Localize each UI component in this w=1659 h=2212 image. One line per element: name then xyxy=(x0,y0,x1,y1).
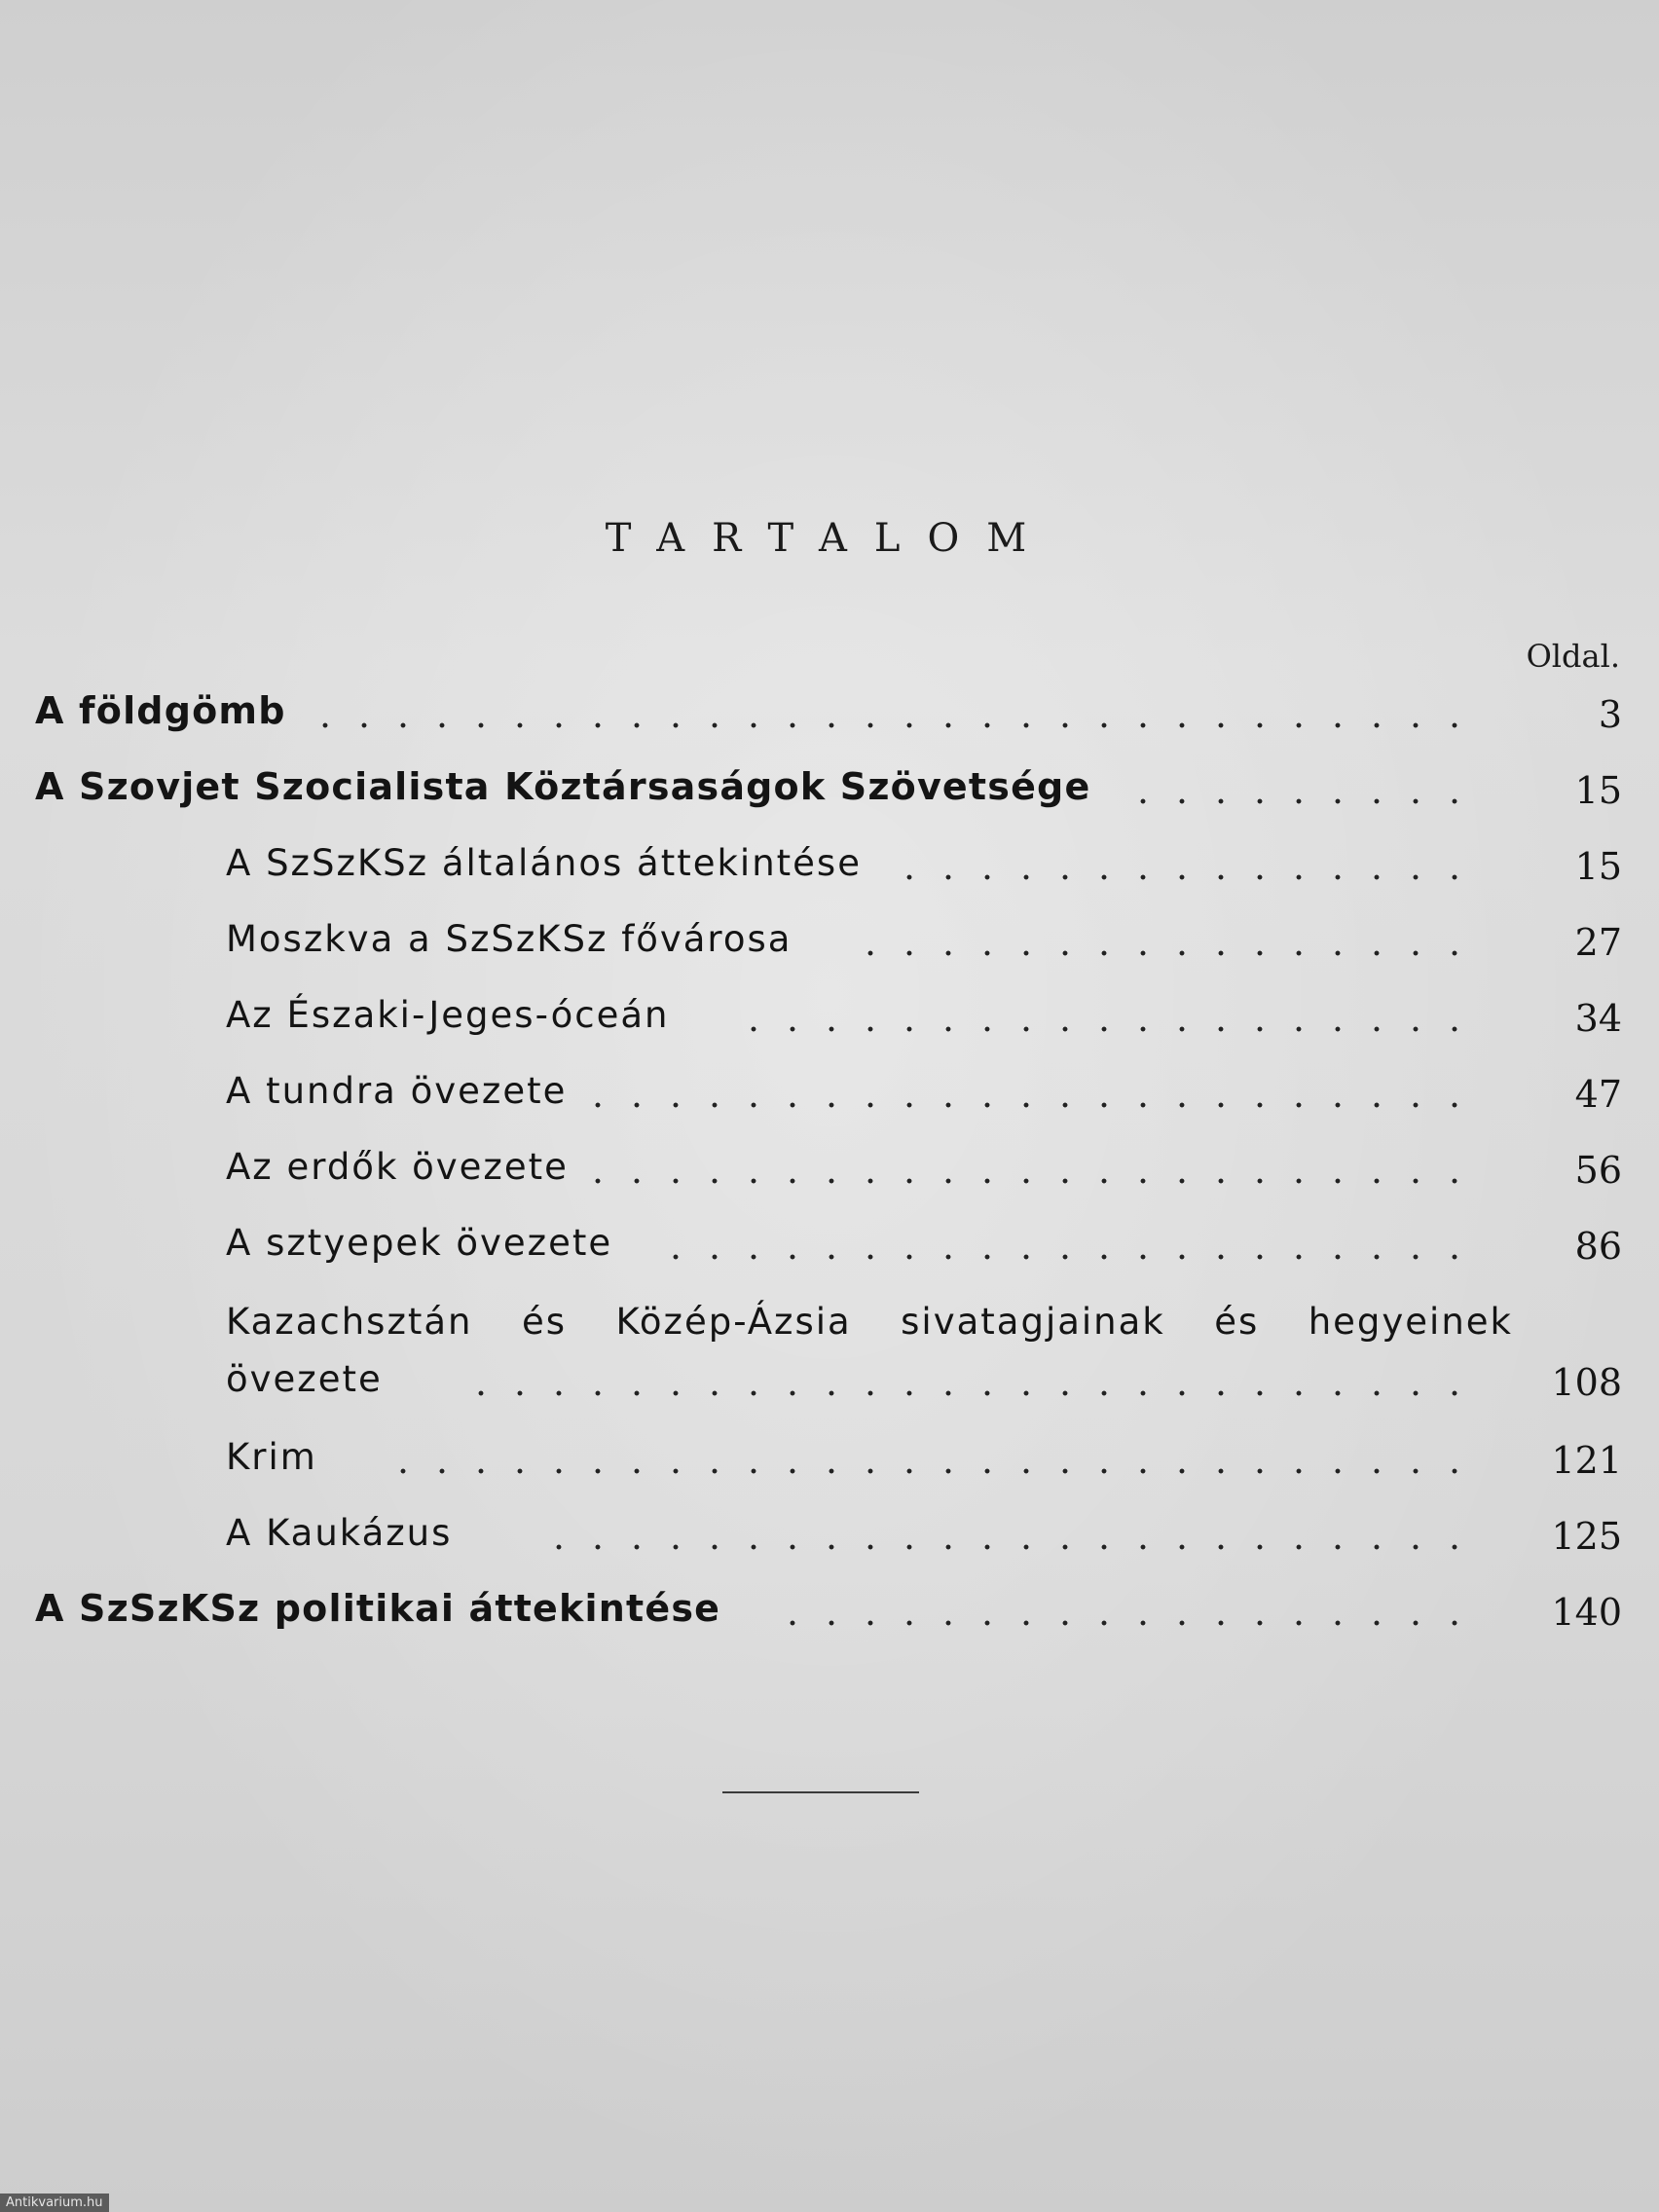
toc-entry-label: A SzSzKSz általános áttekintése xyxy=(226,842,862,884)
toc-entry-label: A SzSzKSz politikai áttekintése xyxy=(35,1587,721,1630)
toc-entry-word: és xyxy=(1214,1301,1260,1343)
toc-entry-label: A Kaukázus xyxy=(226,1512,453,1554)
toc-entry-page: 3 xyxy=(1598,693,1622,736)
toc-entry-word: Közép-Ázsia xyxy=(615,1301,852,1343)
toc-entry[interactable] xyxy=(0,1137,1659,1196)
dot-leader xyxy=(594,1178,1474,1184)
toc-entry[interactable] xyxy=(0,1427,1659,1486)
toc-entry[interactable] xyxy=(0,1503,1659,1562)
closing-rule xyxy=(722,1791,919,1793)
toc-entry-label: Az erdők övezete xyxy=(226,1146,569,1188)
toc-entry-page: 125 xyxy=(1551,1515,1622,1558)
toc-entry-label-line2: övezete xyxy=(226,1358,383,1400)
toc-entry[interactable] xyxy=(0,757,1659,816)
toc-entry-label: A sztyepek övezete xyxy=(226,1222,613,1264)
toc-entry-word: és xyxy=(521,1301,568,1343)
toc-entry-page: 86 xyxy=(1574,1225,1622,1268)
page-column-label: Oldal. xyxy=(1526,638,1620,675)
toc-entry-page: 15 xyxy=(1574,845,1622,888)
toc-entry-page: 15 xyxy=(1574,769,1622,812)
toc-entry-label: A Szovjet Szocialista Köztársaságok Szövetsége xyxy=(35,765,1091,808)
toc-entry[interactable] xyxy=(0,682,1659,740)
toc-entry-label: A földgömb xyxy=(35,689,286,732)
toc-entry[interactable] xyxy=(0,1301,1659,1408)
dot-leader xyxy=(905,874,1474,880)
toc-entry-label: Krim xyxy=(226,1436,317,1478)
dot-leader xyxy=(540,1544,1474,1550)
dot-leader xyxy=(847,950,1474,956)
toc-entry-page: 47 xyxy=(1574,1073,1622,1116)
toc-entry[interactable] xyxy=(0,985,1659,1044)
toc-entry[interactable] xyxy=(0,1579,1659,1638)
toc-entry[interactable] xyxy=(0,909,1659,968)
toc-entry-word: sivatagjainak xyxy=(901,1301,1165,1343)
toc-entry[interactable] xyxy=(0,1213,1659,1272)
toc-entry-page: 34 xyxy=(1574,997,1622,1040)
toc-entry-word: hegyeinek xyxy=(1308,1301,1513,1343)
toc-entry-page: 140 xyxy=(1551,1591,1622,1634)
toc-entry-label: Az Északi-Jeges-óceán xyxy=(226,994,670,1036)
dot-leader xyxy=(643,1254,1474,1260)
toc-entry[interactable] xyxy=(0,833,1659,892)
dot-leader xyxy=(1120,798,1474,804)
toc-entry-word: Kazachsztán xyxy=(226,1301,473,1343)
toc-entry-label: A tundra övezete xyxy=(226,1070,568,1112)
toc-entry-label xyxy=(226,1301,1513,1343)
dot-leader xyxy=(720,1026,1474,1032)
toc-entry-label: Moszkva a SzSzKSz fővárosa xyxy=(226,918,793,960)
toc-entry[interactable] xyxy=(0,1061,1659,1120)
dot-leader xyxy=(594,1102,1474,1108)
bleed-through-texture xyxy=(0,117,1659,187)
dot-leader xyxy=(312,722,1474,728)
dot-leader xyxy=(764,1620,1474,1626)
toc-entry-page: 108 xyxy=(1551,1361,1622,1404)
contents-heading: TARTALOM xyxy=(605,516,1054,561)
toc-entry-page: 121 xyxy=(1551,1439,1622,1482)
dot-leader xyxy=(370,1468,1474,1474)
watermark-logo: Antikvarium.hu xyxy=(0,2194,109,2212)
toc-entry-page: 56 xyxy=(1574,1149,1622,1192)
toc-entry-page: 27 xyxy=(1574,921,1622,964)
dot-leader xyxy=(467,1390,1474,1396)
